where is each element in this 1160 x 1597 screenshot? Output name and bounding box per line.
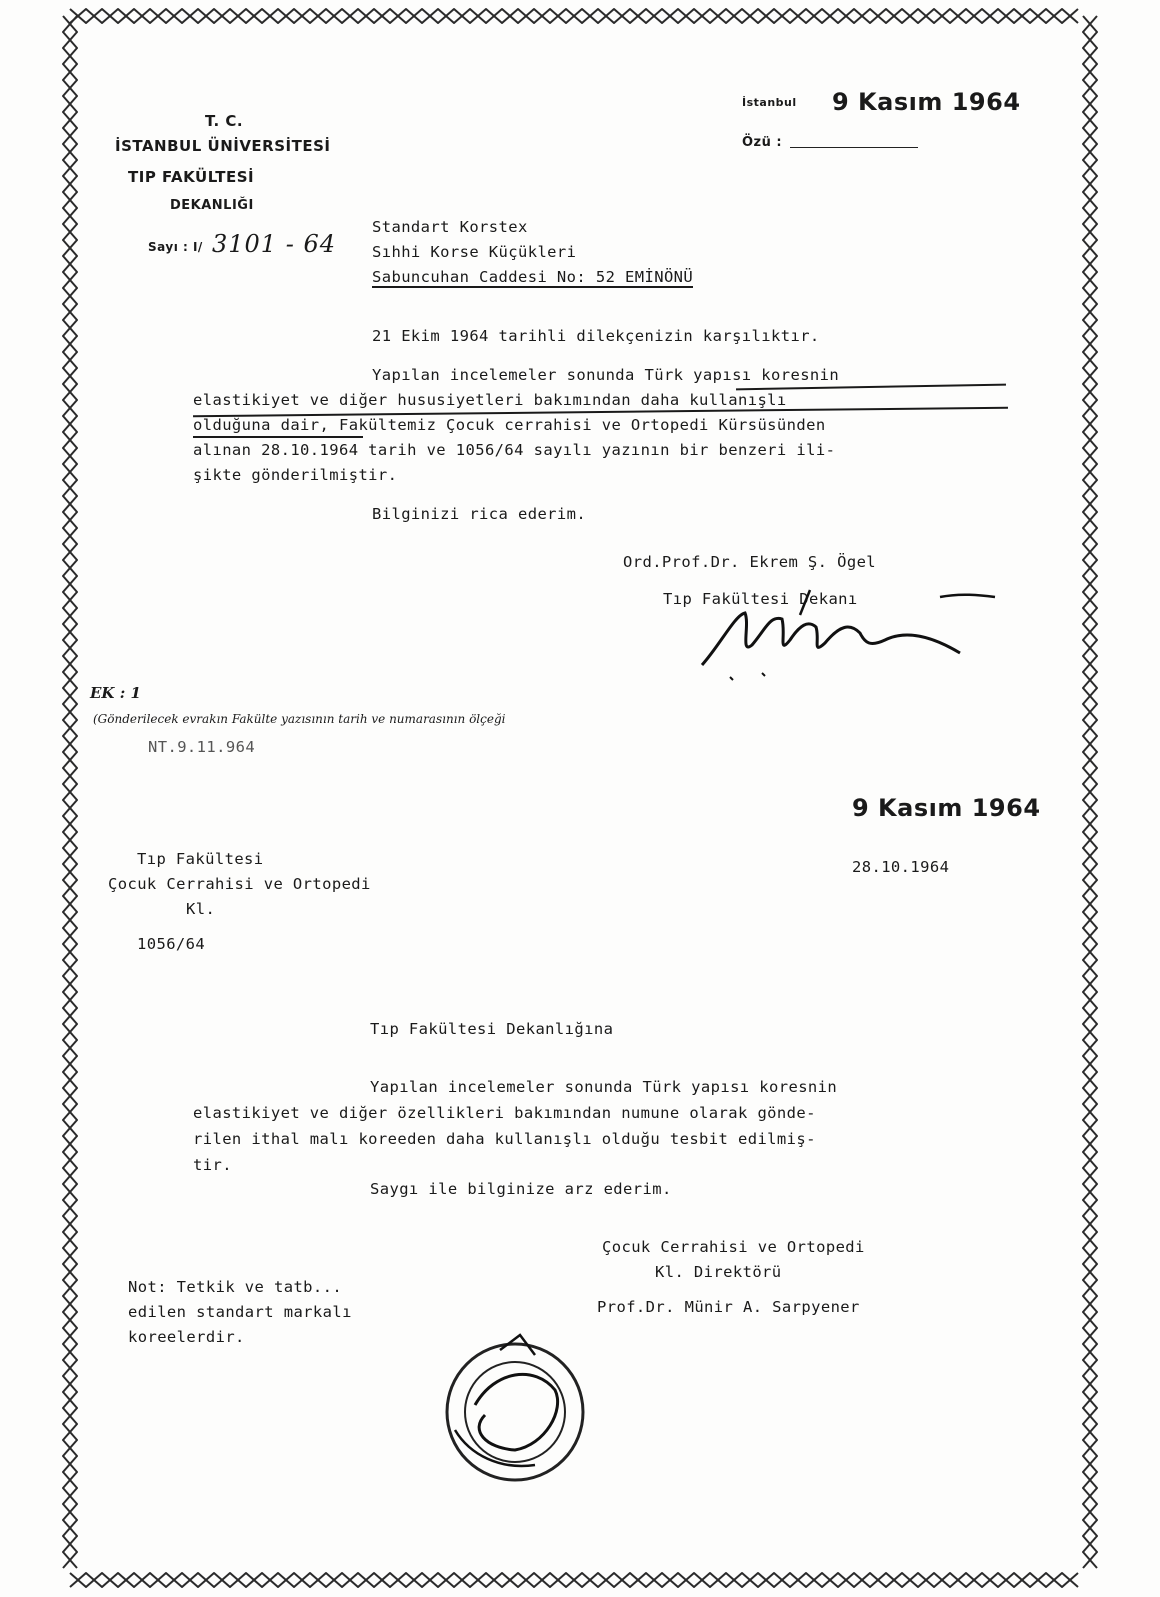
letter1-signer-title: Tıp Fakültesi Dekanı xyxy=(663,590,858,608)
letter2-date: 28.10.1964 xyxy=(852,858,950,876)
letter2-body-line-4: tir. xyxy=(193,1156,232,1174)
ek-note: (Gönderilecek evrakın Fakülte yazısının tarih ve numarasının ölçeği xyxy=(93,712,506,726)
letter2-from-line-1: Tıp Fakültesi xyxy=(137,850,264,868)
ozu-label: Özü : xyxy=(742,135,783,150)
note-line-1: Not: Tetkik ve tatb... xyxy=(128,1278,343,1296)
letter2-body-line-3: rilen ithal malı koreeden daha kullanışlı olduğu tesbit edilmiş- xyxy=(193,1130,816,1148)
letter2-ref: 1056/64 xyxy=(137,935,206,953)
letter2-stamp-date: 9 Kasım 1964 xyxy=(852,794,1041,822)
address-line-3: Sabuncuhan Caddesi No: 52 EMİNÖNÜ xyxy=(372,268,694,286)
letter1-closing: Bilginizi rica ederim. xyxy=(372,505,587,523)
header-university: İSTANBUL ÜNİVERSİTESİ xyxy=(115,137,331,155)
letter1-para2-line5: şikte gönderilmiştir. xyxy=(193,466,398,484)
letter1-para2-line1: Yapılan incelemeler sonunda Türk yapısı koresnin xyxy=(372,366,840,384)
ozu-blank-line xyxy=(790,147,918,148)
letter1-para2-line4: alınan 28.10.1964 tarih ve 1056/64 sayılı yazının bir benzeri ili- xyxy=(193,441,836,459)
sayi-label: Sayı : I/ xyxy=(148,240,203,254)
header-deanery: DEKANLIĞI xyxy=(170,198,254,213)
underline-stroke xyxy=(193,436,363,438)
header-tc: T. C. xyxy=(205,112,244,130)
letter2-signer-line-1: Çocuk Cerrahisi ve Ortopedi xyxy=(602,1238,865,1256)
address-line-2: Sıhhi Korse Küçükleri xyxy=(372,243,577,261)
letter2-body-line-1: Yapılan incelemeler sonunda Türk yapısı koresnin xyxy=(370,1078,838,1096)
address-line-1: Standart Korstex xyxy=(372,218,528,236)
letter2-from-line-3: Kl. xyxy=(186,900,216,918)
note-line-3: koreelerdir. xyxy=(128,1328,245,1346)
letter2-body-line-2: elastikiyet ve diğer özellikleri bakımından numune olarak gönde- xyxy=(193,1104,816,1122)
ek-label: EK : 1 xyxy=(90,684,141,702)
letter2-from-line-2: Çocuk Cerrahisi ve Ortopedi xyxy=(108,875,371,893)
letter1-para2-line2: elastikiyet ve diğer hususiyetleri bakımından daha kullanışlı xyxy=(193,391,787,409)
signature-icon xyxy=(690,585,1010,695)
round-seal-icon xyxy=(415,1330,615,1490)
note-line-2: edilen standart markalı xyxy=(128,1303,352,1321)
letter2-signer-name: Prof.Dr. Münir A. Sarpyener xyxy=(597,1298,860,1316)
header-faculty: TIP FAKÜLTESİ xyxy=(128,168,255,186)
date-label: İstanbul xyxy=(742,96,797,109)
letter2-addressee: Tıp Fakültesi Dekanlığına xyxy=(370,1020,614,1038)
letter1-signer-name: Ord.Prof.Dr. Ekrem Ş. Ögel xyxy=(623,553,877,571)
sayi-handwritten: 3101 - 64 xyxy=(212,230,336,258)
letter2-closing: Saygı ile bilginize arz ederim. xyxy=(370,1180,672,1198)
ek-stamp: NT.9.11.964 xyxy=(148,738,256,756)
letter2-signer-line-2: Kl. Direktörü xyxy=(655,1263,782,1281)
letter1-para1: 21 Ekim 1964 tarihli dilekçenizin karşılıktır. xyxy=(372,327,820,345)
date-stamp: 9 Kasım 1964 xyxy=(832,88,1021,116)
letter1-para2-line3: olduğuna dair, Fakültemiz Çocuk cerrahisi ve Ortopedi Kürsüsünden xyxy=(193,416,826,434)
